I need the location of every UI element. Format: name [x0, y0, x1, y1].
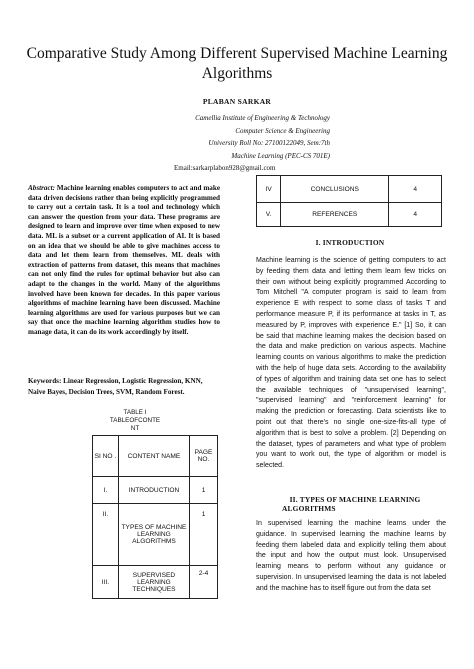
table-caption [90, 409, 180, 434]
table-cell: 1 [190, 477, 218, 504]
table-row [257, 176, 442, 203]
table-row [93, 477, 218, 504]
toc-table-left [92, 435, 218, 599]
table-cell: REFERENCES [281, 203, 389, 227]
section-types-text: In supervised learning the machine learns under the guidance. In supervised learning the machine learns by feeding them labeled data and explicitly telling them about the input and how the output must look. Unsupervised learning means to perform without any guidance or supervision. In unsupervised learning the data is not labeled and the machine has to itself figure out from the data set [256, 520, 446, 592]
table-header-cell: CONTENT NAME [118, 436, 189, 477]
table-header-cell: PAGE NO. [190, 436, 218, 477]
table-cell: I. [93, 477, 119, 504]
affiliation-block [150, 112, 330, 175]
table-cell: TYPES OF MACHINE LEARNING ALGORITHMS [118, 504, 189, 566]
affiliation-institute: Camellia Institute of Engineering & Technology [195, 114, 330, 122]
table-cell: 1 [190, 504, 218, 566]
table-cell: 4 [389, 203, 442, 227]
table-cell: CONCLUSIONS [281, 176, 389, 203]
toc-table-right [256, 175, 442, 227]
section-introduction-text: Machine learning is the science of getting computers to act by feeding them data and letting them learn few tricks on their own without being explicitly programmed According to Tom Mitchell "A computer program is said to learn from experience E with respect to some class of tasks T and performance measure P, if its performance at tasks in T, as measured by P, improves with experience E." [1] So, it can be said that machine learning makes the decision based on the data and make prediction on various aspects. Machine learning counts on various algorithms to make the prediction with the help of huge data sets. According to the availability of types of algorithm and training data set one has to select the available techniques of "unsupervised learning", "supervised learning" and "reinforcement learning" for making the prediction or forecasting. Data scientists like to point out that there's no single one-size-fits-all type of algorithm that is best to solve a problem. [2] Depending on the dataset, types of parameters and what type of problem you want to work out, the type of algorithm or model is selected. [256, 257, 446, 470]
table-row [93, 566, 218, 599]
table-cell: INTRODUCTION [118, 477, 189, 504]
affiliation-department: Computer Science & Engineering [235, 126, 330, 135]
abstract-text: Machine learning enables computers to act and make data driven decisions rather than being explicitly programmed to carry out a certain task. It is a tool and technology which can answer the question from your data. These programs are designed to learn and improve over time when exposed to new data. ML is a subset or a current application of AI. It is based on an idea that we should be able to give machines access to data and let them learn from themselves. ML deals with extraction of patterns from dataset, this means that machines can not only find the rules for optimal behavior but also can adapt to the changes in the world. Many of the algorithms involved have been known for decades. In this paper various algorithms of machine learning have been discussed. Machine learning algorithms are used for various purposes but we can say that once the machine learning algorithm studies how to manage data, it can do its work accordingly by itself. [28, 184, 220, 336]
table-cell: V. [257, 203, 281, 227]
paper-title: Comparative Study Among Different Supervised Machine Learning Algorithms [26, 45, 448, 82]
table-cell: II. [93, 504, 119, 566]
author-name: PLABAN SARKAR [202, 97, 272, 106]
table-cell: 4 [389, 176, 442, 203]
affiliation-subject: Machine Learning (PEC-CS 701E) [231, 151, 330, 160]
table-cell: IV [257, 176, 281, 203]
abstract-label: Abstract: [28, 184, 55, 192]
section-heading-types-line2: ALGORITHMS [282, 504, 336, 513]
table-header-row [93, 436, 218, 477]
table-cell: III. [93, 566, 119, 599]
table-cell: SUPERVISED LEARNING TECHNIQUES [118, 566, 189, 599]
keywords: Keywords: Linear Regression, Logistic Regression, KNN, Naive Bayes, Decision Trees, SVM, Random Forest. [28, 377, 203, 396]
section-heading-introduction: I. INTRODUCTION [315, 238, 385, 247]
table-cell: 2-4 [190, 566, 218, 599]
table-caption-line3: NT [130, 425, 140, 433]
table-header-cell: SI NO . [93, 436, 119, 477]
table-caption-line1: TABLE I [123, 409, 147, 416]
abstract [28, 184, 220, 338]
section-heading-types-line1: II. TYPES OF MACHINE LEARNING [289, 495, 421, 504]
table-row [93, 504, 218, 566]
affiliation-email: Email:sarkarplabon928@gmail.com [174, 164, 276, 172]
affiliation-roll: University Roll No: 27100122049, Sem:7th [208, 139, 330, 147]
section-heading-types [262, 495, 448, 513]
table-row [257, 203, 442, 227]
table-caption-line2: TABLEOFCONTE [109, 417, 161, 425]
